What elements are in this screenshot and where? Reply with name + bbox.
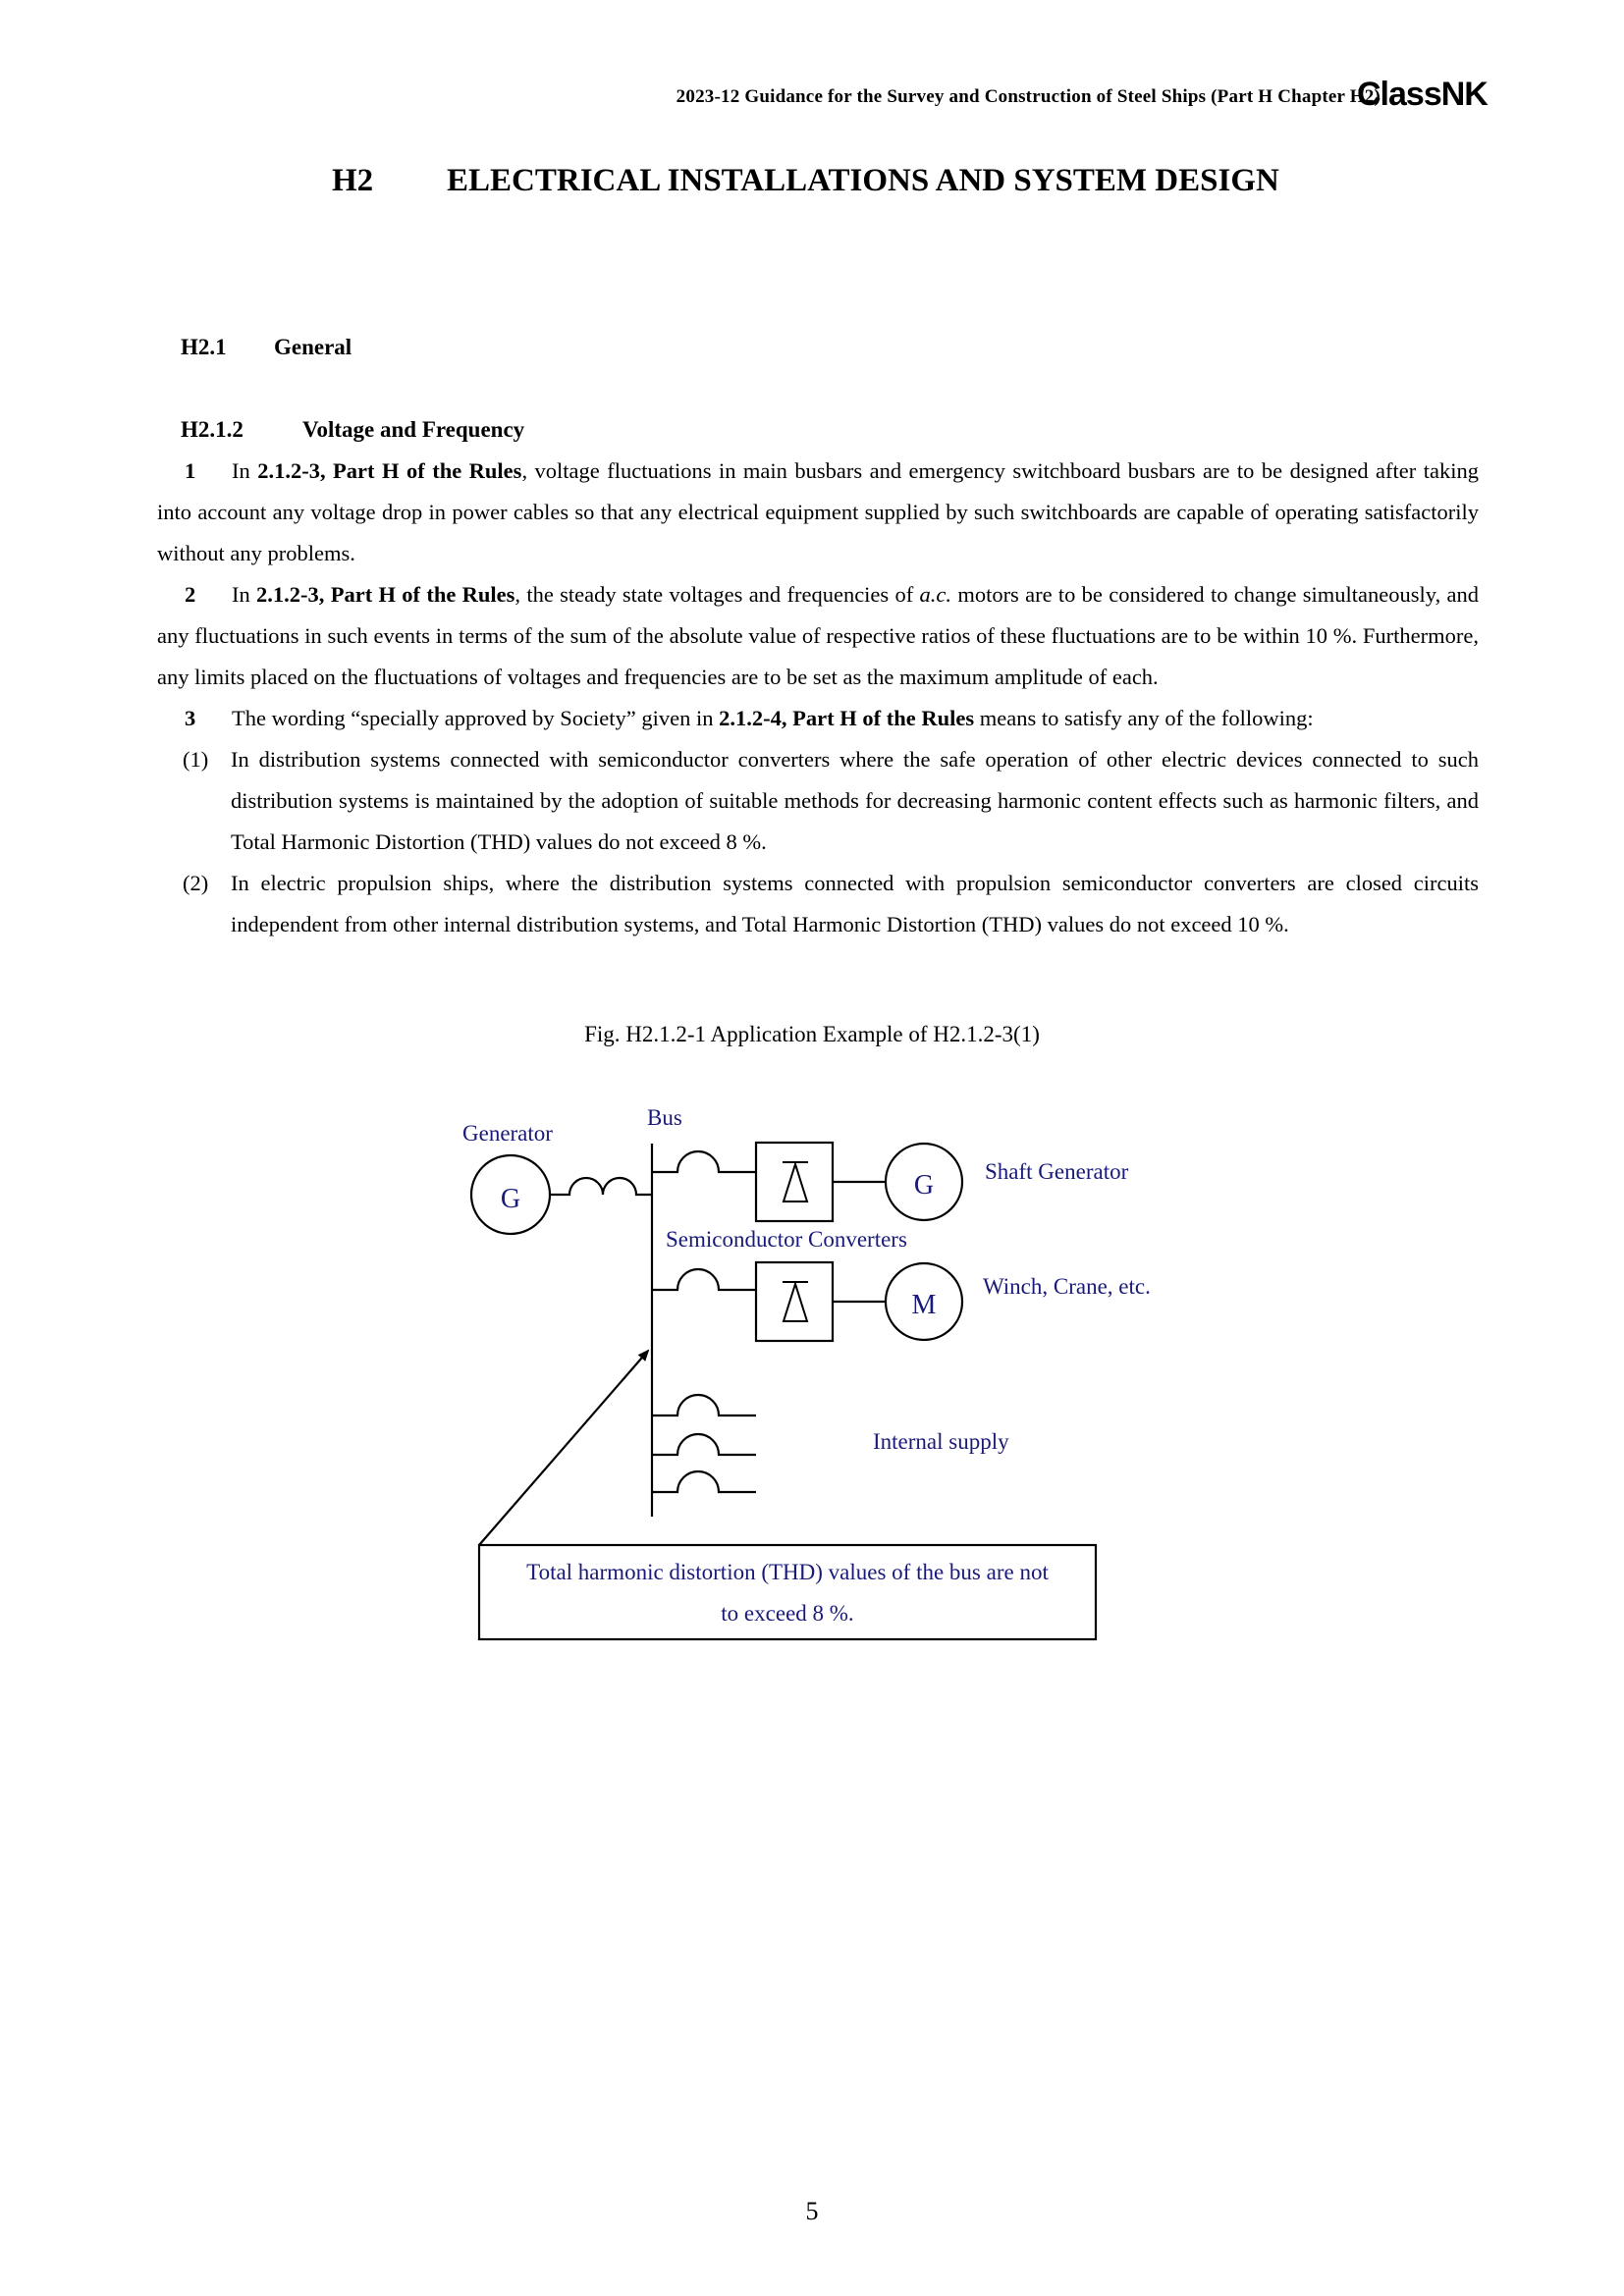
converter-box-1	[756, 1143, 833, 1221]
paragraph-text: , the steady state voltages and frequencies of	[514, 582, 920, 607]
converter-icon	[784, 1164, 807, 1201]
list-item-text: In distribution systems connected with semiconductor converters where the safe operation of other electric devices connected to such distribution systems is maintained by the adoption of suitable methods for decreasing harmonic content effects such as harmonic filters, and Total Harmonic Distortion (THD) values do not exceed 8 %.	[231, 747, 1479, 854]
paragraph-text: In	[232, 582, 257, 607]
rule-reference: 2.1.2-3, Part H of the Rules	[256, 582, 515, 607]
running-header: 2023-12 Guidance for the Survey and Construction of Steel Ships (Part H Chapter H2)	[676, 86, 1380, 107]
note-text-line-2: to exceed 8 %.	[721, 1601, 854, 1626]
paragraph-number: 1	[185, 458, 196, 483]
rule-reference: 2.1.2-4, Part H of the Rules	[719, 706, 975, 730]
converter-icon	[784, 1284, 807, 1321]
subsection-title: Voltage and Frequency	[302, 417, 525, 442]
paragraph-number: 3	[185, 706, 196, 730]
italic-term: a.c.	[919, 582, 952, 607]
chapter-number: H2	[332, 163, 374, 198]
subsection-number: H2.1.2	[181, 417, 244, 442]
paragraph-text: means to satisfy any of the following:	[974, 706, 1314, 730]
label-winch-crane: Winch, Crane, etc.	[983, 1274, 1151, 1299]
shaft-generator-breaker	[652, 1151, 756, 1172]
diagram-labels	[462, 1105, 1151, 1626]
generator-breaker	[550, 1178, 652, 1195]
label-motor-symbol: M	[911, 1290, 937, 1320]
internal-supply-breaker	[652, 1434, 756, 1455]
paragraph-number: 2	[185, 582, 196, 607]
paragraph-text: motors are to be considered to change simultaneously, and any fluctuations in such events in terms of the sum of the absolute value of respective ratios of these fluctuations are to be within 10 %. Furthermore, any limits placed on the fluctuations of voltages and frequencies are to be set as the maximum amplitude of each.	[157, 582, 1479, 689]
label-generator: Generator	[462, 1121, 553, 1146]
internal-supply-breaker	[652, 1395, 756, 1415]
chapter-title: ELECTRICAL INSTALLATIONS AND SYSTEM DESIGN	[447, 163, 1279, 198]
label-shaft-generator: Shaft Generator	[985, 1159, 1129, 1184]
motor-breaker	[652, 1269, 756, 1290]
classnk-logo: ClassNK	[1357, 76, 1488, 113]
note-arrow	[479, 1351, 648, 1545]
converter-box-2	[756, 1262, 833, 1341]
paragraph-text: In	[232, 458, 258, 483]
section-title: General	[274, 335, 352, 359]
list-item-text: In electric propulsion ships, where the distribution systems connected with propulsion semiconductor converters are closed circuits independent from other internal distribution systems, and Total Harmonic Distortion (THD) values do not exceed 10 %.	[231, 871, 1479, 936]
rule-reference: 2.1.2-3, Part H of the Rules	[257, 458, 522, 483]
page-number: 5	[805, 2197, 819, 2225]
label-bus: Bus	[647, 1105, 682, 1130]
note-text-line-1: Total harmonic distortion (THD) values of the bus are not	[526, 1560, 1049, 1584]
label-generator-symbol: G	[500, 1184, 521, 1214]
figure-caption: Fig. H2.1.2-1 Application Example of H2.1.2-3(1)	[584, 1022, 1040, 1046]
internal-supply-breaker	[652, 1471, 756, 1492]
label-shaft-generator-symbol: G	[913, 1170, 935, 1201]
paragraph-text: The wording “specially approved by Society” given in	[232, 706, 720, 730]
paragraph-text: , voltage fluctuations in main busbars and emergency switchboard busbars are to be designed after taking into account any voltage drop in power cables so that any electrical equipment supplied by such switchboards are capable of operating satisfactorily without any problems.	[157, 458, 1479, 565]
list-item-number: (2)	[183, 871, 209, 895]
list-item-number: (1)	[183, 747, 209, 772]
section-number: H2.1	[181, 335, 227, 359]
label-semiconductor-converters: Semiconductor Converters	[666, 1227, 907, 1252]
label-internal-supply: Internal supply	[873, 1429, 1009, 1454]
